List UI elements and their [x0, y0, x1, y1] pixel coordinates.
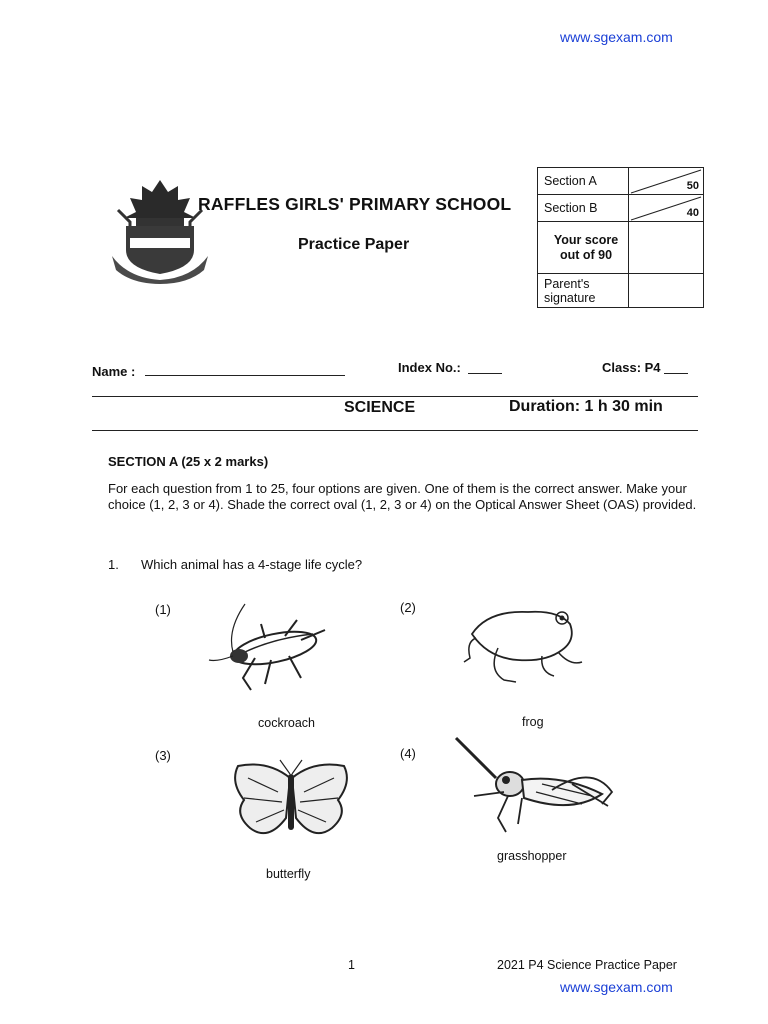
frog-image [458, 600, 588, 685]
school-name: RAFFLES GIRLS' PRIMARY SCHOOL [198, 194, 512, 214]
parent-signature-cell[interactable] [629, 274, 704, 308]
subject-top-rule [92, 396, 698, 397]
paper-title-footer: 2021 P4 Science Practice Paper [497, 958, 677, 972]
grasshopper-image [452, 734, 618, 844]
subject-title: SCIENCE [344, 399, 416, 416]
section-a-instructions: For each question from 1 to 25, four options are given. One of them is the correct answer. Make your choice (1, 2, 3 or 4). Shade the correct oval (1, 2, 3 or 4) on the Optical Answer Sheet (OAS) provided. [108, 481, 697, 512]
option-3-number[interactable]: (3) [155, 748, 171, 763]
class-blank[interactable] [664, 373, 688, 374]
parent-signature-label: Parent's signature [538, 274, 629, 308]
index-label: Index No.: [398, 360, 461, 375]
total-score-label: Your score out of 90 [538, 222, 629, 274]
section-a-score-cell[interactable] [629, 168, 704, 195]
option-4-number[interactable]: (4) [400, 746, 416, 761]
question-1-number: 1. [108, 557, 119, 572]
option-3-caption: butterfly [266, 867, 311, 881]
section-b-label: Section B [538, 195, 629, 222]
cockroach-image [205, 600, 340, 695]
class-label: Class: P4 [602, 360, 661, 375]
section-b-score-cell[interactable] [629, 195, 704, 222]
option-2-caption: frog [522, 715, 544, 729]
name-label: Name : [92, 364, 136, 379]
option-2-number[interactable]: (2) [400, 600, 416, 615]
section-b-max-marks: 40 [686, 207, 699, 219]
butterfly-image [228, 758, 354, 848]
paper-type: Practice Paper [298, 236, 410, 253]
option-1-caption: cockroach [258, 716, 315, 730]
option-1-number[interactable]: (1) [155, 602, 171, 617]
top-watermark-url[interactable]: www.sgexam.com [560, 29, 673, 45]
index-blank[interactable] [468, 373, 502, 374]
school-crest-logo [108, 178, 212, 286]
bottom-watermark-url[interactable]: www.sgexam.com [560, 979, 673, 995]
section-a-label: Section A [538, 168, 629, 195]
subject-bottom-rule [92, 430, 698, 431]
section-a-heading: SECTION A (25 x 2 marks) [108, 454, 269, 469]
name-blank[interactable] [145, 375, 345, 376]
page-number: 1 [348, 958, 355, 972]
question-1-text: Which animal has a 4-stage life cycle? [141, 557, 363, 572]
option-4-caption: grasshopper [497, 849, 567, 863]
section-a-max-marks: 50 [686, 180, 699, 192]
total-score-cell[interactable] [629, 222, 704, 274]
score-table [537, 167, 704, 308]
exam-duration: Duration: 1 h 30 min [509, 398, 663, 415]
